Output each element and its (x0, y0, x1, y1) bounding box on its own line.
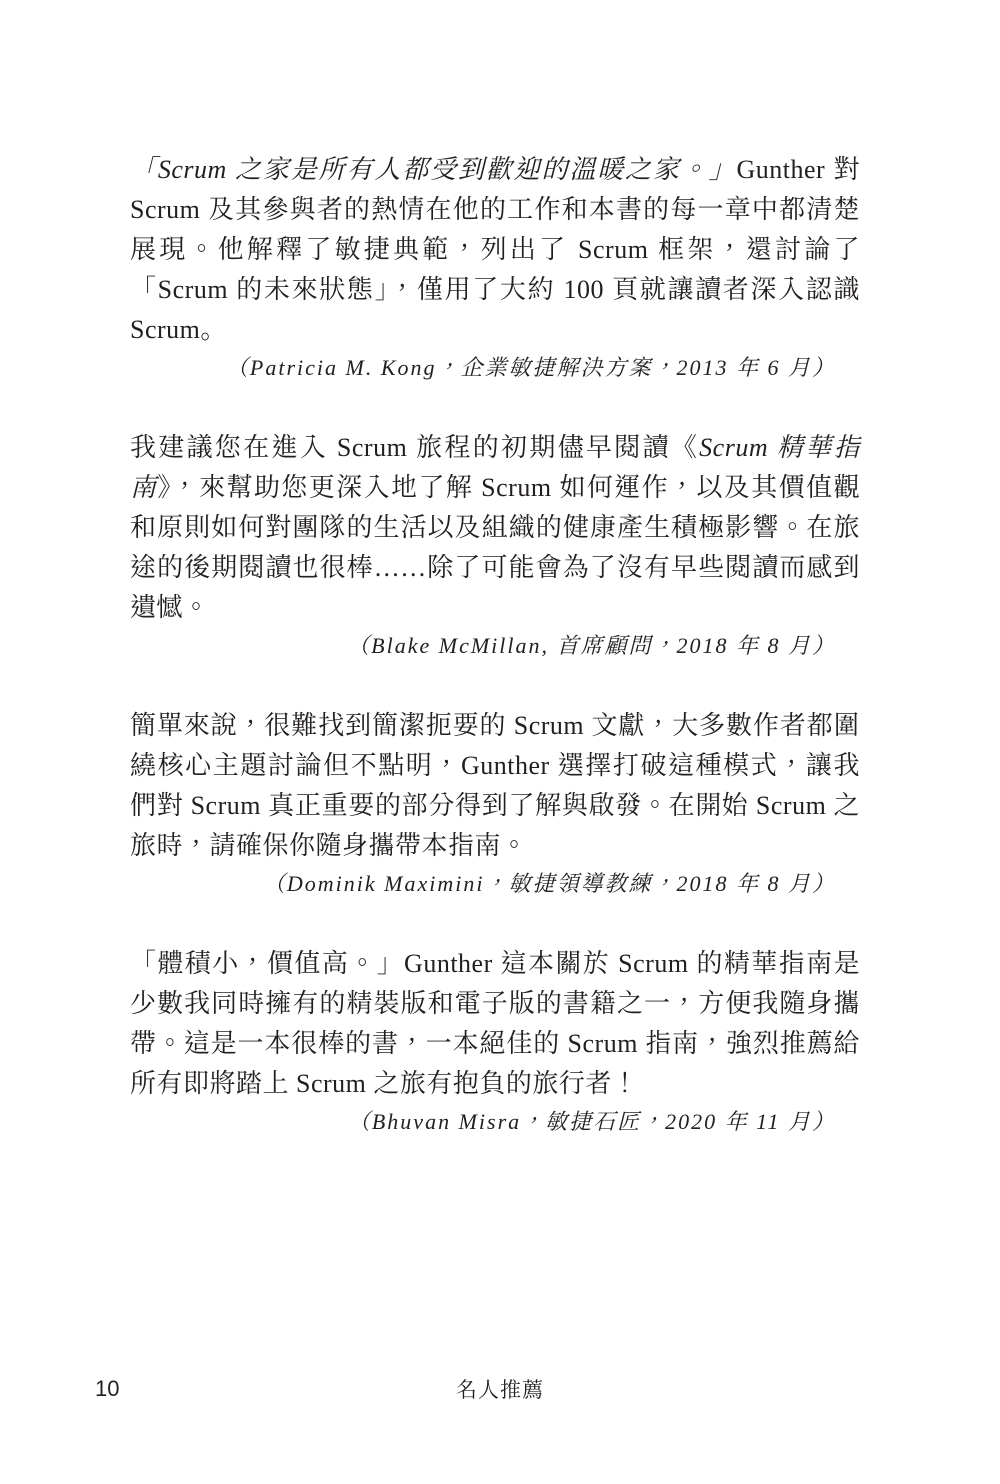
testimonials-section (130, 150, 860, 1182)
testimonial-attribution: （Dominik Maximini，敏捷領導教練，2018 年 8 月） (262, 871, 836, 896)
testimonial-paragraph (130, 706, 860, 866)
testimonial (130, 150, 860, 386)
footer-section-title: 名人推薦 (456, 1378, 544, 1402)
testimonial-paragraph (130, 944, 860, 1104)
page-footer (0, 1376, 1000, 1406)
quote-segment: 》，來幫助您更深入地了解 Scrum 如何運作，以及其價值觀和原則如何對團隊的生活以及組織的健康產生積極影響。在旅途的後期閱讀也很棒……除了可能會為了沒有早些閱讀而感到遺憾。 (130, 473, 860, 622)
page-number: 10 (95, 1376, 120, 1401)
quote-segment: Scrum 精華指南 (130, 433, 861, 502)
quote-segment: 「Scrum 之家是所有人都受到歡迎的溫暖之家。」 (130, 155, 737, 184)
testimonial (130, 706, 860, 902)
testimonial (130, 428, 860, 664)
quote-segment: Gunther 對 Scrum 及其參與者的熱情在他的工作和本書的每一章中都清楚展現。他解釋了敏捷典範，列出了 Scrum 框架，還討論了「Scrum 的未來狀態」，僅用了大約 100 頁就讓讀者深入認識 Scrum。 (130, 155, 861, 344)
quote-segment: 我建議您在進入 Scrum 旅程的初期儘早閱讀《 (130, 433, 700, 462)
testimonial-paragraph (130, 150, 860, 350)
testimonial (130, 944, 860, 1140)
quote-segment: 「體積小，價值高。」Gunther 這本關於 Scrum 的精華指南是少數我同時擁有的精裝版和電子版的書籍之一，方便我隨身攜帶。這是一本很棒的書，一本絕佳的 Scrum 指南，強烈推薦給所有即將踏上 Scrum 之旅有抱負的旅行者！ (130, 949, 860, 1098)
quote-segment: 簡單來說，很難找到簡潔扼要的 Scrum 文獻，大多數作者都圍繞核心主題討論但不點明，Gunther 選擇打破這種模式，讓我們對 Scrum 真正重要的部分得到了解與啟發。在開始 Scrum 之旅時，請確保你隨身攜帶本指南。 (130, 711, 860, 860)
testimonial-attribution: （Patricia M. Kong，企業敏捷解決方案，2013 年 6 月） (225, 355, 836, 380)
testimonial-paragraph (130, 428, 860, 628)
testimonial-attribution: （Blake McMillan, 首席顧問，2018 年 8 月） (347, 633, 836, 658)
testimonial-attribution: （Bhuvan Misra，敏捷石匠，2020 年 11 月） (347, 1109, 836, 1134)
